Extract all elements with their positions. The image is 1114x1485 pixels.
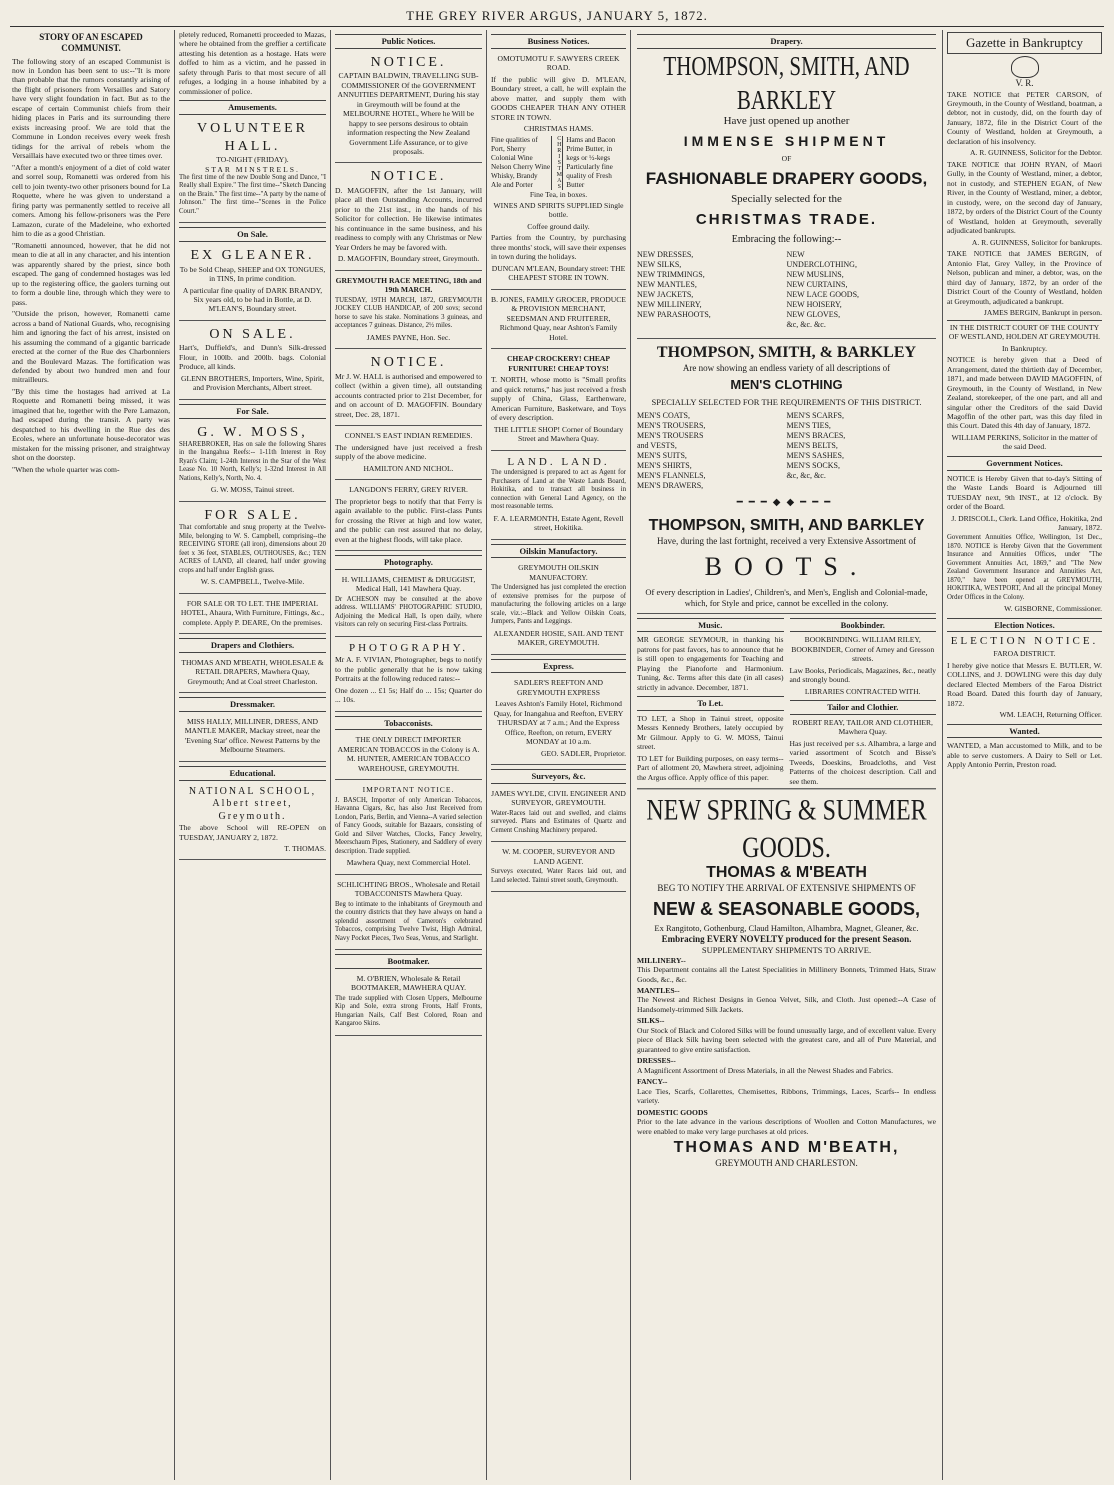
ad-body: That comfortable and snug property at the Twelve-Mile, belonging to W. S. Campbell, comprising--the RECEIVING STORE (all iron), dimensions about 20 feet x 36 feet, STABLES, OUTHOUSES, &c.; TEN ACRES of LAND, all cleared, half under growing crops and half under English grass. [179,524,326,574]
section-heading: Oilskin Manufactory. [491,544,626,559]
section-heading: Dressmaker. [179,697,326,712]
ad-body: The Undersigned has just completed the erection of extensive premises for the purpose of manufacturing the following articles on a large scale, viz.:--Black and Yellow Oilskin Coats, Jumpers, Pants and Leggings. [491,584,626,626]
ad-line: Coffee ground daily. [527,221,590,231]
section-heading: Surveyors, &c. [491,769,626,784]
goods-item: quality of Fresh [566,171,612,180]
ad-title: H. WILLIAMS, CHEMIST & DRUGGIST, Medical Hall, 141 Mawhera Quay. [341,574,476,594]
christmas-trade: CHRISTMAS TRADE. [695,210,878,228]
list-item: MEN'S SOCKS, [786,461,840,471]
dept-millinery: MILLINERY-- [637,955,686,965]
ad-body: The undersigned is prepared to act as Agent for Purchasers of Land at the Waste Lands Board, Hokitika, and to transact all business in connection with General Land Agency, on the most reasonable terms. [491,469,626,511]
ad-basch [335,783,482,874]
list-item: MEN'S BRACES, [786,431,846,441]
ad-hall-notice [335,352,482,426]
ad-title: G. W. MOSS, [197,424,308,440]
list-item: MEN'S BELTS, [786,441,838,451]
ad-imperial-hotel [179,597,326,634]
ad-title: LANGDON'S FERRY, GREY RIVER. [349,485,468,495]
column-story [8,30,174,1480]
ad-body: If the public will give D. M'LEAN, Boundary street, a call, he will explain the above matter, and supply them with GOODS CHEAPER THAN ANY OTHER STORE IN TOWN. [491,74,626,122]
ad-title: M. O'BRIEN, Wholesale & Retail BOOTMAKER, MAWHERA QUAY. [351,973,466,993]
drapery-list-left [637,250,787,330]
ad-body: One dozen ... £1 5s; Half do ... 15s; Quarter do ... 10s. [335,685,482,705]
ad-body: MR GEORGE SEYMOUR, in thanking his patrons for past favors, has to announce that he is still open to engagements for Teaching and Playing the Pianoforte and Harmonium. Tuning, &c. Terms after this date (in all cases) strictly in advance. December, 1871. [637,635,784,692]
ad-signature: WILLIAM PERKINS, Solicitor in the matter of the said Deed. [951,432,1098,452]
dept-body: A Magnificent Assortment of Dress Materials, in all the Newest Shades and Fabrics. [637,1065,894,1075]
ad-body: THE ONLY DIRECT IMPORTER AMERICAN TOBACCOS in the Colony is A. M. HUNTER, AMERICAN TOBACCO WAREHOUSE, GREYMOUTH. [337,735,480,773]
ad-line: Embracing EVERY NOVELTY produced for the present Season. [661,933,912,944]
ad-ferry [335,483,482,551]
ad-body: B. JONES, FAMILY GROCER, PRODUCE & PROVISION MERCHANT, SEEDSMAN AND FRUITERER, Richmond Quay, near Ashton's Family Hotel. [491,294,626,342]
dept-silks: SILKS-- [637,1016,665,1026]
goods-item: Hams and Bacon [566,135,616,144]
small-ads-row [637,613,936,789]
goods-item: Colonial Wine [491,153,533,162]
dept-body: Lace Ties, Scarfs, Collarettes, Chemisettes, Ribbons, Trimmings, Laces, Scarfs-- In endless variety. [637,1086,936,1106]
list-item: MEN'S FLANNELS, [637,471,706,481]
section-heading: Drapery. [637,34,936,49]
ad-body: TAKE NOTICE that PETER CARSON, of Greymouth, in the County of Westland, boatman, a debtor, not in custody, did, on the fourth day of January, 1872, file in the District Court of the County of Westland, holden at Greymouth, a declaration of his insolvency. [947,89,1102,146]
mens-list-left [637,411,787,491]
ad-body: TUESDAY, 19TH MARCH, 1872, GREYMOUTH JOCKEY CLUB HANDICAP, of 200 sovs; second horse to save his stake. Nominations 3 guineas, and acceptances 7 guineas. Distance, 2½ miles. [335,296,482,330]
ad-body: D. MAGOFFIN, after the 1st January, will place all then Outstanding Accounts, incurred prior to the 21st inst., in the hands of his Solicitor for collection. He likewise intimates his continuance in the same business, and his readiness to comply with any Christmas or New Year Orders he may be favored with. [335,185,482,252]
ad-body: Mr A. F. VIVIAN, Photographer, begs to notify to the public generally that he is now taking Portraits at the following reduced rates:-- [335,655,482,684]
ad-signature: THE LITTLE SHOP! Corner of Boundary Street and Mawhera Quay. [493,424,624,444]
list-item: MEN'S SCARFS, [786,411,844,421]
ad-signature: GEO. SADLER, Proprietor. [540,748,626,758]
ad-body: WANTED, a Man accustomed to Milk, and to be able to serve customers. A Dairy to Sell or Let. Apply Antonio Perrin, Preston road. [947,741,1102,770]
ornament-divider: ━━━◆◆━━━ [736,497,837,509]
ad-schlichting [335,878,482,950]
ad-line: SUPPLEMENTARY SHIPMENTS TO ARRIVE. [701,944,872,955]
list-item: NEW DRESSES, [637,250,694,260]
ad-signature: ALEXANDER HOSIE, SAIL AND TENT MAKER, GREYMOUTH. [493,628,624,648]
mens-list [637,411,936,491]
section-heading: Business Notices. [491,34,626,49]
tsb-title: THOMPSON, SMITH, AND BARKLEY [663,50,910,116]
ad-title: CONNEL'S EAST INDIAN REMEDIES. [344,431,473,441]
ad-title: FOR SALE. [204,507,301,523]
tsb-title: THOMPSON, SMITH, & BARKLEY [656,344,917,362]
goods-item: Port, Sherry [491,144,526,153]
goods-item: Fine qualities of [491,135,538,144]
dept-dresses: DRESSES-- [637,1056,676,1066]
story-paragraph: The following story of an escaped Communist is now in London has been sent to us:--"It is more than probable that the rumors constantly arising of the flight of prisoners from Versailles and Satory have very slight foundation in fact. But as to the escape of certain Communist chiefs from their hiding places in Paris and its surrounding there exists increasing proof. We are told that the Commune in London receives every week fresh tidings for the arrival of rebels whom the Versaillais have executed two or three times over. [12,56,170,161]
story-paragraph: "Outside the prison, however, Romanetti came across a band of National Guards, who, recognising him and ignoring the fact of his arrest, insisted on his assuming the command of a gigantic barricade erected at the corner of the Rue des Charbonniers and the Boulevard Mazas. The fortification was defended by about two hundred men and four mitrailleurs. [12,309,170,385]
ad-title: GREYMOUTH RACE MEETING, 18th and 19th MARCH. [335,275,482,295]
ad-title: ROBERT REAY, TAILOR AND CLOTHIER, Mawhera Quay. [792,717,933,737]
ad-title: NOTICE. [370,169,447,185]
ad-body: TAKE NOTICE that JOHN RYAN, of Maori Gully, in the County of Westland, miner, a debtor, not in custody, and STEPHEN EGAN, of New River, in the County of Westland, miner, a debtor, in custody, were, on the second day of January, 1872, by orders of the District Court of the County of Westland, holden at Greymouth, severally adjudicated bankrupts. [947,159,1102,236]
list-item: MEN'S DRAWERS, [637,481,704,491]
ad-line: Are now showing an endless variety of all descriptions of [682,363,891,374]
section-heading: Bootmaker. [335,954,482,969]
ad-signature: W. GISBORNE, Commissioner. [1004,604,1102,614]
ad-line: OF [781,154,792,164]
ad-connel [335,429,482,480]
section-heading: Election Notices. [947,618,1102,633]
ad-title: NATIONAL SCHOOL, Albert street, Greymouth. [188,785,317,822]
column-drapery [631,30,942,1480]
ad-body: Hart's, Duffield's, and Dunn's Silk-dressed Flour, in 100lb. and 200lb. bags. Colonial Produce, all kinds. [179,343,326,372]
ad-title: SCHLICHTING BROS., Wholesale and Retail TOBACCONISTS Mawhera Quay. [337,879,480,899]
ad-school [179,784,326,861]
goods-item: Prime Butter, in [566,144,613,153]
goods-item: Ale and Porter [491,180,533,189]
section-heading: Tobacconists. [335,716,482,731]
ad-signature: D. MAGOFFIN, Boundary street, Greymouth. [337,254,480,264]
ad-body: FOR SALE OR TO LET. THE IMPERIAL HOTEL, Ahaura, With Furniture, Fittings, &c., complete. Apply P. DEARE, On the premises. [180,598,325,627]
ad-body: I hereby give notice that Messrs E. BUTLER, W. COLLINS, and J. DOWLING were this day duly declared Elected Members of the Faroa District Road Board. Dated this fourth day of January, 1872. [947,660,1102,708]
list-item: MEN'S SUITS, [637,451,687,461]
section-heading: On Sale. [179,227,326,242]
list-item: MEN'S TROUSERS, [637,421,706,431]
ad-body: Dr ACHESON may be consulted at the above address. WILLIAMS' PHOTOGRAPHIC STUDIO, Adjoining the Medical Hall, Is open daily, where visitors can rely on securing First-class Portraits. [335,595,482,629]
ad-signature: W. S. CAMPBELL, Twelve-Mile. [200,577,305,587]
ad-thomas-mbeath-small [179,656,326,693]
list-item: NEW JACKETS, [637,290,694,300]
story-paragraph: "When the whole quarter was com- [12,464,120,474]
ad-body: Mr J. W. HALL is authorised and empowered to collect (within a given time), all outstanding accounts contracted prior to 21st December, for and on account of D. MAGOFFIN. Boundary street, Dec. 28, 1871. [335,371,482,419]
dept-body: The Newest and Richest Designs in Genoa Velvet, Silk, and Cloth. Just opened:--A Case of Handsomely-trimmed Silk Jackets. [637,995,936,1014]
list-item: NEW TRIMMINGS, [637,270,705,280]
list-item: MEN'S TIES, [786,421,831,431]
ad-on-sale [179,324,326,400]
section-heading: Government Notices. [947,456,1102,471]
goods-left [491,136,551,190]
ad-body: NOTICE is Hereby Given that to-day's Sitting of the Waste Lands Board is Adjourned till TUESDAY next, 9th INST., at 12 o'clock. By order of the Board. [947,473,1102,512]
ad-mclean [491,52,626,290]
section-heading: Photography. [335,555,482,570]
goods-item: Nelson Cherry Wine [491,162,551,171]
dept-mantles: MANTLES-- [637,985,680,995]
section-heading: Public Notices. [335,34,482,49]
list-item: MEN'S COATS, [637,411,691,421]
tsb-title: THOMPSON, SMITH, AND BARKLEY [648,516,925,534]
small-ads-right [790,614,937,789]
ad-body: SHAREBROKER, Has on sale the following Shares in the Inangahua Reefs:-- 1-11th Interest in Roy Ryan's Claim; 1-24th Interest in the Star of the West Lease No. 10 North, Kelly's; 1-32nd Interest in All Nations, Kelly's, North, No. 4. [179,441,326,482]
vr-mark: V. R. [1015,78,1034,89]
tmb-footer: THOMAS AND M'BEATH, [673,1139,900,1157]
ad-body: Government Annuities Office, Wellington, 1st Dec., 1870. NOTICE is Hereby Given that the Government Insurance and Annuities Offices, under "The Government Annuities Act, 1869," and "The New Zealand Government Insurance and Annuities Act, 1870," have been opened at GREYMOUTH, HOKITIKA, WESTPORT, And all the principal Money Order Offices in the Colony. [947,534,1102,601]
list-item: NEW MILLINERY, [637,300,702,310]
ad-body: TO LET, a Shop in Tainui street, opposite Messrs Kennedy Brothers, lately occupied by Mr Gilmour. Apply to G. W. MOSS, Tainui street. [637,713,784,752]
ad-body: Of every description in Ladies', Children's, and Men's, English and Colonial-made, which, for Style and price, cannot be excelled in the colony. [645,587,928,609]
list-item: MEN'S SHIRTS, [637,461,692,471]
ad-body: The trade supplied with Closen Uppers, Melbourne Kip and Sole, extra strong Fronts, Half Fronts, Hungarian Nails, Calf Best Colored, Roan and Kangaroo Skins. [335,994,482,1028]
dept-body: This Department contains all the Latest Specialities in Millinery Bonnets, Trimmed Hats, Straw Goods, &c., &c. [637,965,936,984]
ad-body: Law Books, Periodicals, Magazines, &c., neatly and strongly bound. [789,665,936,685]
section-heading: Music. [637,618,784,633]
list-item: NEW PARASHOOTS, [637,310,711,320]
ad-title: EX GLEANER. [190,248,315,264]
ad-body: NOTICE is hereby given that a Deed of Arrangement, dated the thirtieth day of December, 1871, and made between DAVID MAGOFFIN, of Greymouth, in the County of Westland, in New Zealand, storekeeper, of the one part, and all and singular other the Creditors of the said David Magoffin of the other part, was this day filed in this Court. Dated this 4th day of January, 1872. [947,355,1102,431]
dept-fancy: FANCY-- [637,1077,668,1087]
ad-signature: A. R. GUINNESS, Solicitor for bankrupts. [971,237,1102,247]
ad-line: STAR MINSTRELS. [205,164,300,174]
list-item: NEW HOISERY, [786,300,842,310]
ad-title: LAND. LAND. [507,455,610,468]
ad-signature: G. W. MOSS, Tainui street. [210,485,295,495]
ad-line: In Bankruptcy. [1001,343,1048,353]
ad-gleaner [179,245,326,321]
court-heading: IN THE DISTRICT COURT OF THE COUNTY OF WESTLAND, HOLDEN AT GREYMOUTH. [947,320,1102,342]
goods-item: Butter [566,180,585,189]
ad-line: BEG TO NOTIFY THE ARRIVAL OF EXTENSIVE SHIPMENTS OF [657,883,916,894]
ad-line: WINES AND SPIRITS SUPPLIED Single bottle. [493,200,624,220]
ad-for-sale [179,505,326,594]
ad-volunteer-hall [179,118,326,223]
ad-body: T. NORTH, whose motto is "Small profits and quick returns," has just received a fresh supply of China, Glass, Earthenware, American Furniture, Basketware, and Toys of every description. [491,375,626,423]
ad-land [491,454,626,540]
immense-shipment: IMMENSE SHIPMENT [683,132,890,149]
ad-body: Surveys executed, Water Races laid out, and Land selected. Tainui street south, Greymouth. [491,868,626,884]
ad-signature: T. THOMAS. [284,843,326,853]
list-item: NEW UNDERCLOTHING, [786,250,857,270]
ad-signature: WM. LEACH, Returning Officer. [999,710,1102,720]
story-title: STORY OF AN ESCAPED COMMUNIST. [39,32,143,54]
ad-moss [179,422,326,502]
list-item: NEW LACE GOODS, [786,290,860,300]
section-heading: Tailor and Clothier. [790,700,937,715]
ad-body: Water-Races laid out and swelled, and claims surveyed. Plans and Estimates of Quartz and Cement Crushing Machinery prepared. [491,809,626,834]
seasonable-goods: NEW & SEASONABLE GOODS, [652,898,921,919]
drapery-list [637,250,936,330]
ad-williams [335,573,482,637]
boots-title: BOOTS. [704,551,869,581]
dept-body: Prior to the late advance in the various descriptions of Woollen and Cotton Manufactures, we were enabled to make very large purchases at old prices. [637,1117,936,1136]
ad-title: ELECTION NOTICE. [950,635,1099,648]
ad-line: FAROA DISTRICT. [993,649,1056,659]
section-heading: Bookbinder. [790,618,937,633]
ad-dressmaker [179,715,326,762]
list-item: NEW GLOVES, [786,310,841,320]
ad-oilskin [491,561,626,654]
ad-body: The first time of the new Double Song and Dance, "I Really shall Expire." The first time--"Sketch Dancing on the Brain." The first time--"A party by the name of Johnson." The first time--"Scenes in the Police Court." [179,173,326,215]
drapery-list-right [787,250,937,330]
section-heading: For Sale. [179,404,326,419]
story-paragraph: "Romanetti announced, however, that he did not mean to die at all in any character, and his intention was apparently shared by the priest, since both escaped. The gang of condemned hostages was led up to the registering office, the gaolers turning out to form a double line, through which they were to pass. [12,240,170,307]
goods-item: Particularly fine [566,162,613,171]
ad-wylde [491,787,626,842]
ad-jones [491,293,626,349]
goods-table [491,136,626,190]
section-heading: To Let. [637,696,784,711]
column-public-notices [331,30,486,1480]
ad-line: Embracing the following:-- [731,233,842,245]
ad-line: CHRISTMAS HAMS. [523,124,594,134]
ad-signature: F. A. LEARMONTH, Estate Agent, Revell street, Hokitika. [493,513,624,533]
ad-body: Leaves Ashton's Family Hotel, Richmond Quay, for Inangahua and Reefton, EVERY THURSDAY at 7 a.m.; And the Express Office, Reefton, on return, EVERY MONDAY at 10 a.m. [493,699,624,747]
ad-signature: A. R. GUINNESS, Solicitor for the Debtor. [969,148,1102,158]
mens-list-right [787,411,937,491]
ad-title: GREYMOUTH OILSKIN MANUFACTORY. [518,563,599,582]
ad-body: TO LET for Building purposes, on easy terms--Part of allotment 20, Mawhera street, adjoining the Argus office. Apply office of this paper. [637,753,784,782]
ad-body: Beg to intimate to the inhabitants of Greymouth and the country districts that they have always on hand a splendid assortment of Cameron's celebrated Tobaccos, comprising Twelve Twist, High Admiral, Navy Pocket Pieces, Two Seas, Venus, and Starlight. [335,900,482,942]
ad-title: JAMES WYLDE, CIVIL ENGINEER AND SURVEYOR, GREYMOUTH. [491,788,626,808]
ad-signature: JAMES BERGIN, Bankrupt in person. [983,308,1102,318]
ad-line: TO-NIGHT (FRIDAY). [216,155,289,165]
story-paragraph: "By this time the hostages had arrived at La Roquette and Romanetti being missed, it was imagined that he, together with the Pere Lamazon, had escaped during the transit. A party was despatched to his dwelling in the Rue des des Ecoles, where an unfortunate house-decorator was mistaken for the missing prisoner, and straightway shot on the doorstep. [12,386,170,463]
section-heading: Wanted. [947,724,1102,739]
ad-title: BOOKBINDING. WILLIAM RILEY, BOOKBINDER, Corner of Arney and Gresson streets. [791,635,935,664]
ad-line: Have just opened up another [723,115,850,128]
ad-body: GLENN BROTHERS, Importers, Wine, Spirit, and Provision Merchants, Albert street. [181,373,324,393]
ad-title: SADLER'S REEFTON AND GREYMOUTH EXPRESS [514,678,603,697]
ad-body: THOMAS AND M'BEATH, WHOLESALE & RETAIL DRAPERS, Mawhera Quay, Greymouth; And at Coal street Charleston. [181,657,324,686]
mens-clothing: MEN'S CLOTHING [730,377,843,393]
list-item: &c, &c. &c. [786,320,826,330]
list-item: NEW SILKS, [637,260,682,270]
list-item: NEW MANTLES, [637,280,697,290]
list-item: MEN'S TROUSERS and VESTS, [637,431,704,451]
christmas-vertical: CHRISTMAS [551,136,564,190]
ad-line: SPECIALLY SELECTED FOR THE REQUIREMENTS OF THIS DISTRICT. [651,396,922,407]
ad-line: LIBRARIES CONTRACTED WITH. [804,686,921,696]
ad-vivian [335,640,482,712]
goods-right [563,136,626,190]
ad-title: NOTICE. [370,54,447,70]
section-heading: Express. [491,659,626,674]
ad-cooper [491,845,626,892]
section-heading: Drapers and Clothiers. [179,638,326,653]
goods-item: Whisky, Brandy [491,171,538,180]
ad-title: NOTICE. [370,355,447,371]
ad-body: J. BASCH, Importer of only American Tobaccos, Havanna Cigars, &c, has also Just Received from London, Paris, Berlin, and Vienna--A varied selection of Fancy Goods, suitable for Bazaars, consisting of Gold and Silver Watches, Clocks, Fancy Jewelry, Meerschaum Pipes, Stationery, and Saddlery of every description. Trade supplied. [335,796,482,855]
ad-body: The undersigned have just received a fresh supply of the above medicine. [335,442,482,462]
ad-line: Ex Rangitoto, Gothenburg, Claud Hamilton, Alhambra, Magnet, Gleaner, &c. [654,923,919,934]
ad-baldwin [335,52,482,164]
ad-body: TAKE NOTICE that JAMES BERGIN, of Antonio Flat, Grey Valley, in the Province of Nelson, publican and miner, a debtor, was, on the third day of January, 1872, by an order of the District Court of the County of Westland, holden at Greymouth, adjudicated a bankrupt. [947,249,1102,306]
ad-title: ON SALE. [209,326,296,342]
ad-line: GREYMOUTH AND CHARLESTON. [715,1158,858,1169]
royal-crest-icon [1011,56,1039,78]
list-item: MEN'S SASHES, [786,451,844,461]
ad-crockery [491,352,626,450]
ad-title: W. M. COOPER, SURVEYOR AND LAND AGENT. [502,847,615,866]
ad-signature: Mawhera Quay, next Commercial Hotel. [346,858,471,868]
ad-title: VOLUNTEER HALL. [197,121,308,154]
ad-body: MISS HALLY, MILLINER, DRESS, AND MANTLE MAKER, Mackay street, near the 'Evening Star' office. Newest Patterns by the Melbourne Steamers. [184,716,321,755]
story-paragraph: "After a month's enjoyment of a diet of cold water and sorrel soup, Romanetti was ordered from his cell to join twenty-two other prisoners bound for La Roquette, where he was given to understand a firing party was permanently settled to receive all comers. Among his fellow-prisoners was the Pere Lamazon, curate of the Madeleine, who exhorted him to die as a good Christian. [12,162,170,239]
section-heading: Amusements. [179,100,326,115]
goods-item: kegs or ½-kegs [566,153,611,162]
ad-line: Have, during the last fortnight, received a very Extensive Assortment of [657,535,916,546]
fashionable-goods: FASHIONABLE DRAPERY GOODS, [645,168,928,188]
tmb-title: THOMAS & M'BEATH [706,864,867,882]
ad-body: The proprietor begs to notify that that Ferry is again available to the public. First-class Punts for crossing the River at high and low water, and the public can rest assured that no delay, even at the highest floods, will take place. [335,496,482,544]
ad-race-meeting [335,274,482,349]
ad-magoffin [335,166,482,270]
ad-line: Fine Tea, in boxes. [529,189,588,199]
gazette-title: Gazette in Bankruptcy [947,32,1102,54]
section-heading: Educational. [179,766,326,781]
ad-line: Specially selected for the [731,193,842,206]
ad-body: CAPTAIN BALDWIN, TRAVELLING SUB-COMMISSIONER Of the GOVERNMENT ANNUITIES DEPARTMENT, During his stay in Greymouth will be found at the MELBOURNE HOTEL, Where he Will be happy to see persons desirous to obtain information respecting the New Zealand Government Life Assurance, or to give proposals. [337,71,480,156]
dept-body: Our Stock of Black and Colored Silks will be found unusually large, and of excellent value. Every piece of Black Silk having been selected with the greatest care, and all of Pure Material, and guaranteed to give entire satisfaction. [637,1025,936,1054]
ad-body: A particular fine quality of DARK BRANDY, Six years old, to be had in Bottle, at D. M'LEAN'S, Boundary street. [182,285,323,314]
ad-title: CHEAP CROCKERY! CHEAP FURNITURE! CHEAP TOYS! [506,354,611,373]
ad-body: To be Sold Cheap, SHEEP and OX TONGUES, in TINS, In prime condition. [179,264,326,284]
story-continuation: pletely reduced, Romanetti proceeded to Mazas, where he obtained from the greffier a certificate attesting his detention as a hostage. Hats were doffed to him as a victim, and he passed in safety through Paris to that most secure of all refuges, a lodging in a house inhabited by a commissioner of police. [179,30,326,96]
masthead: THE GREY RIVER ARGUS, JANUARY 5, 1872. [10,8,1104,27]
ad-body: Has just received per s.s. Alhambra, a large and varied assortment of Scotch and Bisse's Tweeds, Doeskins, Broadcloths, and Vest Patterns of the choicest description. Call and see them. [789,738,936,786]
ad-obrien [335,972,482,1036]
ad-signature: JAMES PAYNE, Hon. Sec. [366,332,451,342]
ad-body: Parties from the Country, by purchasing three months' stock, will save their expenses in town during the holidays. [491,233,626,262]
spring-summer-title: NEW SPRING & SUMMER GOODS. [637,788,936,867]
column-business-notices [487,30,630,1480]
list-item: NEW MUSLINS, [786,270,844,280]
list-item: &c, &c, &c. [786,471,826,481]
column-amusements [175,30,330,1480]
ad-sadler [491,676,626,765]
ad-body: The above School will RE-OPEN on TUESDAY, JANUARY 2, 1872. [179,823,326,842]
ad-title: PHOTOGRAPHY. [348,641,469,654]
list-item: NEW CURTAINS, [786,280,848,290]
column-gazette [943,30,1106,1480]
small-ads-left [637,614,784,789]
ad-title: IMPORTANT NOTICE. [362,785,455,795]
ad-signature: DUNCAN M'LEAN, Boundary street: THE CHEAPEST STORE IN TOWN. [491,263,626,283]
ad-signature: HAMILTON AND NICHOL. [363,463,454,473]
ad-title: OMOTUMOTU F. SAWYERS CREEK ROAD. [497,53,620,73]
divider [637,338,936,339]
dept-domestic: DOMESTIC GOODS [637,1107,708,1117]
ad-hunter [335,733,482,780]
ad-signature: J. DRISCOLL, Clerk. Land Office, Hokitika, 2nd January, 1872. [951,513,1102,532]
